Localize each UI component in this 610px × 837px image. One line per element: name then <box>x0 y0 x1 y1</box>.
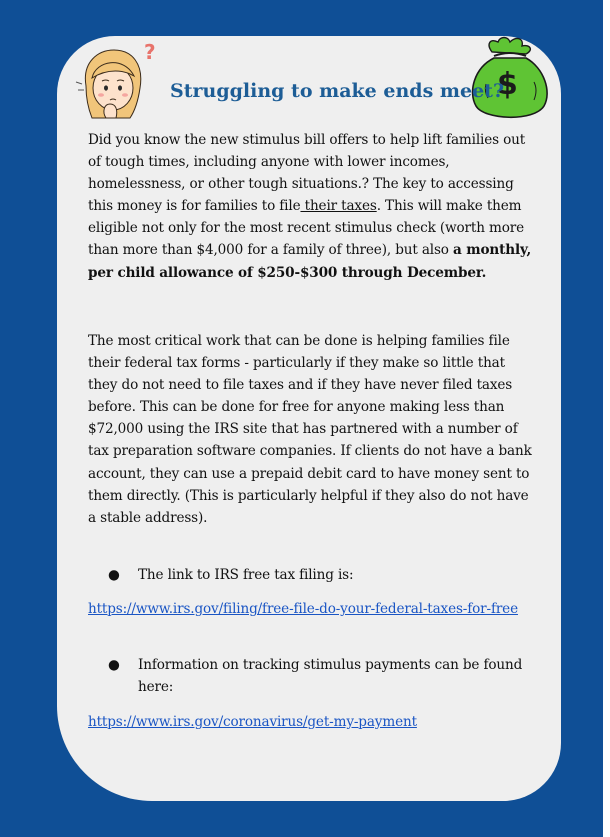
bullet-text: The link to IRS free tax filing is: <box>138 567 354 583</box>
bullet-icon: ● <box>108 567 120 583</box>
irs-free-file-link[interactable]: https://www.irs.gov/filing/free-file-do-your-federal-taxes-for-free <box>88 601 518 617</box>
question-mark-icon: ? <box>144 40 156 64</box>
irs-get-my-payment-link[interactable]: https://www.irs.gov/coronavirus/get-my-payment <box>88 714 417 730</box>
intro-paragraph <box>88 129 536 284</box>
page-edge <box>603 0 610 837</box>
dollar-sign-icon: $ <box>497 67 518 102</box>
tax-filing-paragraph: The most critical work that can be done is helping families file their federal tax forms - particularly if they make so little that they do not need to file taxes and if they have never filed taxes before. This can be done for free for anyone making less than $72,000 using the IRS site that has partnered with a number of tax preparation software companies. If clients do not have a bank account, they can use a prepaid debit card to have money sent to them directly. (This is particularly helpful if they also do not have a stable address). <box>88 333 532 526</box>
bullet-item-free-filing <box>108 564 528 586</box>
bullet-text: Information on tracking stimulus payments can be found here: <box>138 657 523 696</box>
child-allowance-text: a monthly, per child allowance of $250-$300 through December. <box>88 242 532 281</box>
bullet-icon: ● <box>108 657 120 673</box>
intro-text-continued: . This will make them eligible not only for the most recent stimulus check (worth more than more than $4,000 for a family of three), but also <box>88 198 525 259</box>
flyer-title: Struggling to make ends meet? <box>170 80 505 102</box>
bullet-item-stimulus-payments <box>108 654 528 698</box>
their-taxes-text: their taxes <box>300 198 377 215</box>
intro-text: Did you know the new stimulus bill offers to help lift families out of tough times, including anyone with lower incomes, homelessness, or other tough situations.? The key to accessing this money is for families to file <box>88 132 526 215</box>
